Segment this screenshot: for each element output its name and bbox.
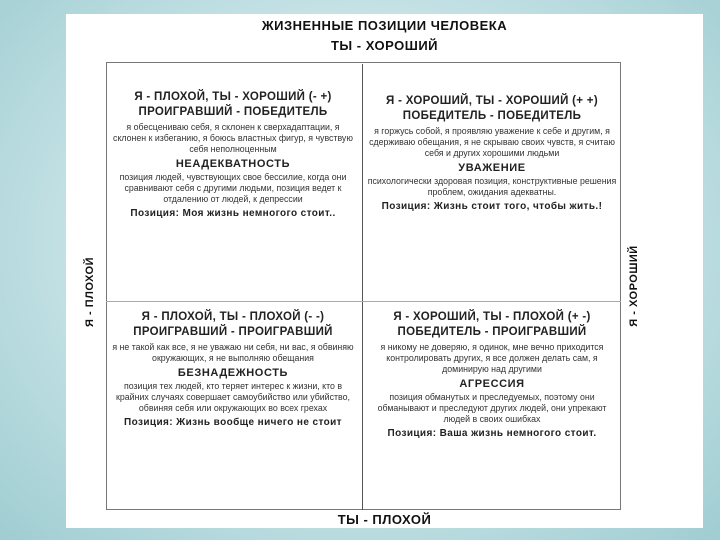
quadrant-heading: Я - ПЛОХОЙ, ТЫ - ПЛОХОЙ (- -) bbox=[141, 311, 325, 323]
axis-left-label: Я - ПЛОХОЙ bbox=[84, 257, 96, 327]
quadrant-description: позиция людей, чувствующих свое бессилие, когда они сравнивают себя с другими людьми, позиция ведет к отдалению от людей, к депрессии bbox=[119, 172, 347, 204]
quadrant-role: ПРОИГРАВШИЙ - ПРОИГРАВШИЙ bbox=[133, 326, 333, 338]
quadrant-description: психологически здоровая позиция, конструктивные решения проблем, ожидания адекватны. bbox=[367, 176, 617, 197]
quadrant-heading: Я - ХОРОШИЙ, ТЫ - ХОРОШИЙ (+ +) bbox=[386, 95, 598, 107]
quadrant-description: позиция обманутых и преследуемых, поэтому они обманывают и преследуют других людей, они упрекают людей в своих ошибках bbox=[377, 392, 607, 424]
quadrant-keyword: НЕАДЕКВАТНОСТЬ bbox=[175, 158, 291, 170]
quadrant-top-right bbox=[364, 94, 620, 213]
quadrant-position: Позиция: Моя жизнь немногого стоит.. bbox=[130, 208, 336, 219]
axis-right-label: Я - ХОРОШИЙ bbox=[628, 245, 640, 327]
quadrant-position: Позиция: Жизнь стоит того, чтобы жить.! bbox=[381, 201, 603, 212]
quadrant-bottom-left bbox=[108, 310, 358, 429]
axis-bottom-label: ТЫ - ПЛОХОЙ bbox=[337, 512, 432, 527]
quadrant-position: Позиция: Ваша жизнь немногого стоит. bbox=[387, 428, 597, 439]
quadrant-heading: Я - ХОРОШИЙ, ТЫ - ПЛОХОЙ (+ -) bbox=[393, 311, 591, 323]
axis-top-label: ТЫ - ХОРОШИЙ bbox=[330, 38, 439, 53]
quadrant-keyword: БЕЗНАДЕЖНОСТЬ bbox=[177, 367, 289, 379]
quadrant-role: ПОБЕДИТЕЛЬ - ПОБЕДИТЕЛЬ bbox=[402, 110, 582, 122]
quadrant-description: позиция тех людей, кто теряет интерес к жизни, кто в крайних случаях совершает самоубийство или убийство, обвиняя себя или окружающих во всех грехах bbox=[116, 381, 350, 413]
quadrant-role: ПРОИГРАВШИЙ - ПОБЕДИТЕЛЬ bbox=[138, 106, 328, 118]
horizontal-divider bbox=[106, 301, 621, 302]
quadrant-role: ПОБЕДИТЕЛЬ - ПРОИГРАВШИЙ bbox=[397, 326, 587, 338]
quadrant-bottom-right bbox=[364, 310, 620, 440]
slide bbox=[66, 14, 703, 528]
diagram-title: ЖИЗНЕННЫЕ ПОЗИЦИИ ЧЕЛОВЕКА bbox=[261, 18, 508, 33]
quadrant-keyword: АГРЕССИЯ bbox=[459, 378, 525, 390]
quadrant-heading: Я - ПЛОХОЙ, ТЫ - ХОРОШИЙ (- +) bbox=[134, 91, 332, 103]
quadrant-position: Позиция: Жизнь вообще ничего не стоит bbox=[124, 417, 342, 428]
quadrant-traits: я не такой как все, я не уважаю ни себя, ни вас, я обвиняю окружающих, я не выполняю обещания bbox=[112, 342, 354, 363]
quadrant-traits: я обесцениваю себя, я склонен к сверхадаптации, я склонен к избеганию, я боюсь властных фигур, я чувствую себя неполноценным bbox=[113, 122, 353, 154]
quadrant-traits: я горжусь собой, я проявляю уважение к себе и другим, я сдерживаю обещания, я не скрываю своих чувств, я считаю себя и других хорошими людьми bbox=[369, 126, 615, 158]
quadrant-keyword: УВАЖЕНИЕ bbox=[458, 162, 526, 174]
quadrant-top-left bbox=[108, 90, 358, 220]
vertical-divider bbox=[362, 64, 363, 510]
quadrant-traits: я никому не доверяю, я одинок, мне вечно приходится контролировать других, я все должен делать сам, я доминирую над другими bbox=[380, 342, 604, 374]
